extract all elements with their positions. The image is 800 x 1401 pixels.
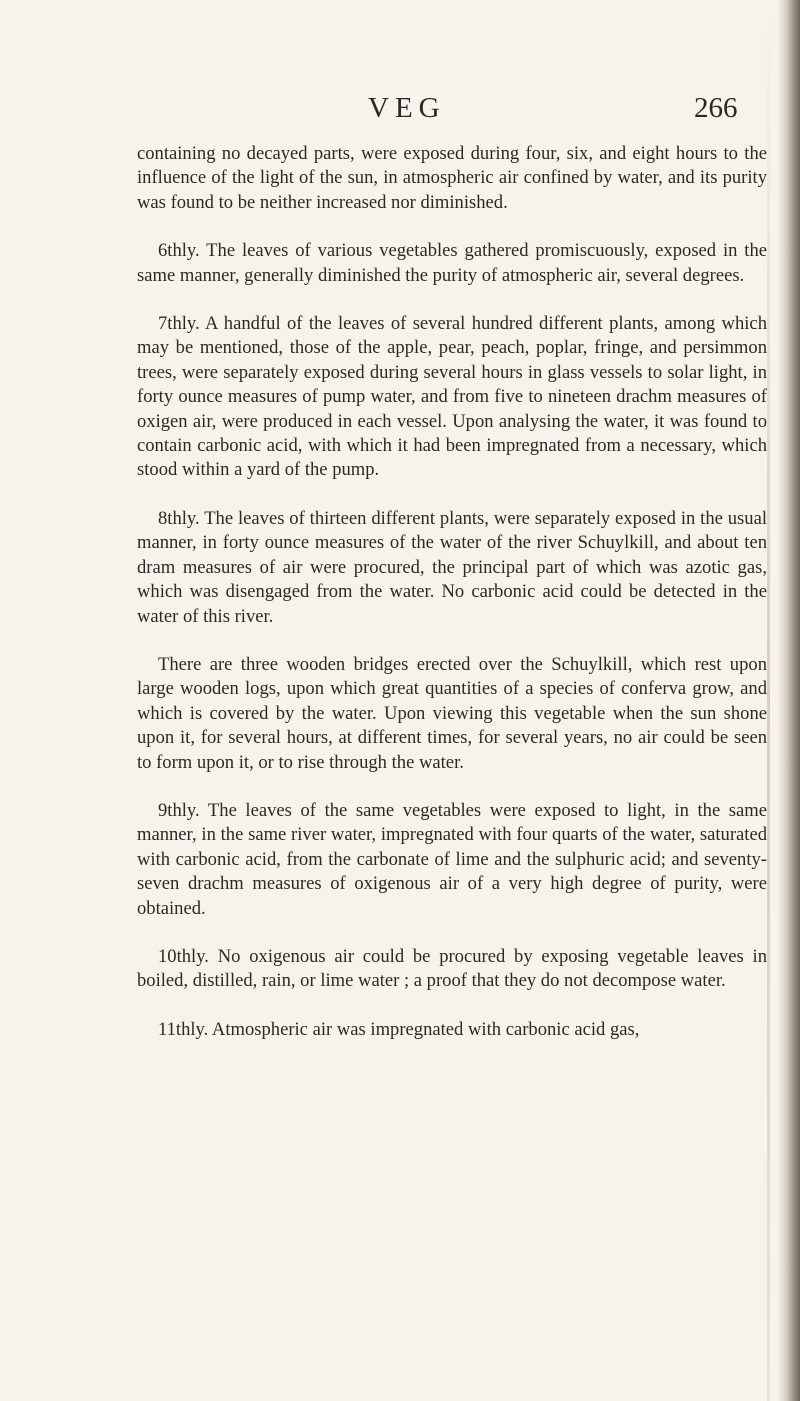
paragraph: 11thly. Atmospheric air was impregnated with carbonic acid gas,: [158, 1018, 640, 1040]
paragraph: 9thly. The leaves of the same vegetables were exposed to light, in the same manner, in the same river water, impregnated with four quarts of the water, saturated with carbonic acid, from the carbonate of lime and the sulphuric acid; and seventy-seven drachm measures of oxigenous air of a very high degree of purity, were obtained.: [137, 799, 767, 919]
binding-shadow: [767, 0, 770, 1401]
paragraph: 6thly. The leaves of various vegetables gathered promiscuously, exposed in the same manner, generally diminished the purity of atmospheric air, several degrees.: [137, 240, 767, 286]
running-header: [0, 92, 800, 132]
paragraph: There are three wooden bridges erected over the Schuylkill, which rest upon large wooden logs, upon which great quantities of a species of conferva grow, and which is covered by the water. Upon viewing this vegetable when the sun shone upon it, for several hours, at different times, for several years, no air could be seen to form upon it, or to rise through the water.: [137, 653, 767, 773]
paragraph: containing no decayed parts, were exposed during four, six, and eight hours to the influence of the light of the sun, in atmospheric air confined by water, and its purity was found to be neither increased nor diminished.: [137, 143, 767, 213]
page-edge: [778, 0, 800, 1401]
running-head-title: VEG: [368, 92, 446, 124]
page-number: 266: [694, 92, 738, 124]
paragraph: 7thly. A handful of the leaves of several hundred different plants, among which may be mentioned, those of the apple, pear, peach, poplar, fringe, and persimmon trees, were separately exposed during several hours in glass vessels to solar light, in forty ounce measures of pump water, and from five to nineteen drachm measures of oxigen air, were produced in each vessel. Upon analysing the water, it was found to contain carbonic acid, with which it had been impregnated from a necessary, which stood within a yard of the pump.: [137, 313, 767, 481]
paragraph: 10thly. No oxigenous air could be procured by exposing vegetable leaves in boiled, distilled, rain, or lime water ; a proof that they do not decompose water.: [137, 945, 767, 992]
body-text: [137, 142, 767, 1042]
paragraph: 8thly. The leaves of thirteen different plants, were separately exposed in the usual manner, in forty ounce measures of the water of the river Schuylkill, and about ten dram measures of air were procured, the principal part of which was azotic gas, which was disengaged from the water. No carbonic acid could be detected in the water of this river.: [137, 507, 767, 627]
